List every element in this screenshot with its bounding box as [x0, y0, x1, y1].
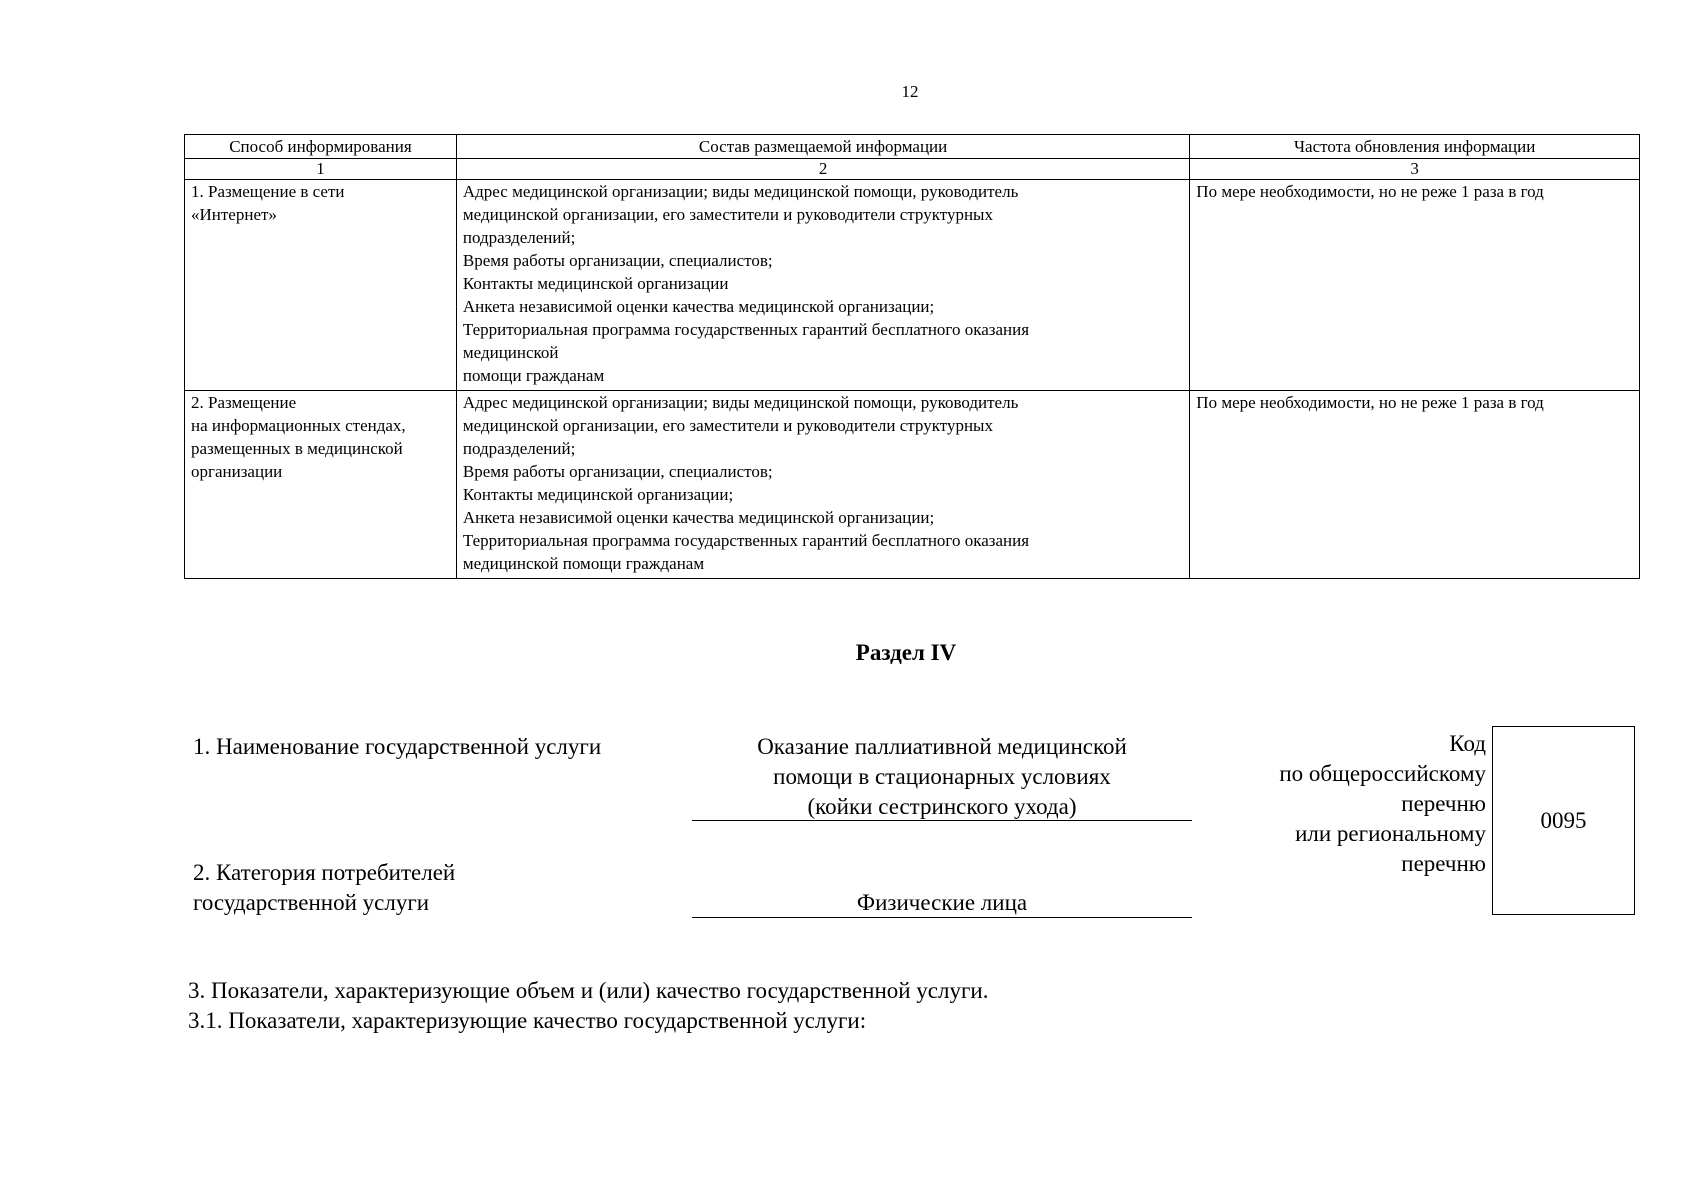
content-line: Время работы организации, специалистов; [462, 462, 773, 481]
method-line: организации [191, 462, 283, 481]
code-label-line: перечню [1401, 791, 1486, 816]
consumers-label [193, 858, 455, 918]
header-frequency: Частота обновления информации [1190, 135, 1640, 159]
code-box [1492, 726, 1635, 915]
content-line: Контакты медицинской организации; [462, 485, 734, 504]
code-label [1180, 729, 1486, 879]
content-line: Территориальная программа государственных гарантий бесплатного оказания [462, 531, 1030, 550]
code-label-line: перечню [1401, 851, 1486, 876]
header-method: Способ информирования [185, 135, 457, 159]
content-line: медицинской [462, 343, 559, 362]
code-label-line: Код [1449, 731, 1486, 756]
row-2-frequency: По мере необходимости, но не реже 1 раза в год [1190, 391, 1640, 579]
service-name-label: 1. Наименование государственной услуги [193, 734, 602, 759]
page-number: 12 [901, 82, 919, 101]
service-name-line: Оказание паллиативной медицинской [757, 734, 1127, 759]
content-line: Анкета независимой оценки качества медицинской организации; [462, 508, 935, 527]
quality-heading: 3.1. Показатели, характеризующие качество государственной услуги: [188, 1008, 867, 1033]
row-2-content [456, 391, 1189, 579]
content-line: Анкета независимой оценки качества медицинской организации; [462, 297, 935, 316]
content-line: медицинской организации, его заместители и руководители структурных [462, 205, 993, 224]
section-title: Раздел IV [855, 640, 957, 665]
table-header-row [185, 135, 1640, 159]
table-row [185, 391, 1640, 579]
information-table [184, 134, 1640, 579]
content-line: Адрес медицинской организации; виды медицинской помощи, руководитель [462, 393, 1019, 412]
column-number-2: 2 [456, 159, 1189, 180]
consumers-label-line: государственной услуги [193, 890, 430, 915]
column-number-3: 3 [1190, 159, 1640, 180]
content-line: подразделений; [462, 228, 576, 247]
method-line: «Интернет» [191, 205, 277, 224]
content-line: подразделений; [462, 439, 576, 458]
method-line: на информационных стендах, [191, 416, 406, 435]
row-2-method [185, 391, 457, 579]
content-line: Адрес медицинской организации; виды медицинской помощи, руководитель [462, 182, 1019, 201]
service-name-underline [692, 820, 1192, 821]
content-line: медицинской помощи гражданам [462, 554, 705, 573]
table-column-numbers-row [185, 159, 1640, 180]
content-line: Контакты медицинской организации [462, 274, 729, 293]
row-1-frequency: По мере необходимости, но не реже 1 раза в год [1190, 180, 1640, 391]
service-name-line: (койки сестринского ухода) [807, 794, 1077, 819]
table-row [185, 180, 1640, 391]
code-label-line: по общероссийскому [1279, 761, 1486, 786]
service-name-value [692, 732, 1192, 822]
consumers-value: Физические лица [856, 890, 1028, 915]
header-content: Состав размещаемой информации [456, 135, 1189, 159]
content-line: медицинской организации, его заместители и руководители структурных [462, 416, 993, 435]
consumers-underline [692, 917, 1192, 918]
row-1-content [456, 180, 1189, 391]
content-line: помощи гражданам [462, 366, 605, 385]
column-number-1: 1 [185, 159, 457, 180]
indicators-heading: 3. Показатели, характеризующие объем и (или) качество государственной услуги. [188, 978, 989, 1003]
consumers-label-line: 2. Категория потребителей [193, 860, 456, 885]
method-line: 1. Размещение в сети [191, 182, 345, 201]
method-line: 2. Размещение [191, 393, 297, 412]
code-value: 0095 [1540, 807, 1587, 833]
content-line: Время работы организации, специалистов; [462, 251, 773, 270]
row-1-method [185, 180, 457, 391]
service-name-line: помощи в стационарных условиях [773, 764, 1111, 789]
code-label-line: или региональному [1295, 821, 1486, 846]
content-line: Территориальная программа государственных гарантий бесплатного оказания [462, 320, 1030, 339]
method-line: размещенных в медицинской [191, 439, 403, 458]
